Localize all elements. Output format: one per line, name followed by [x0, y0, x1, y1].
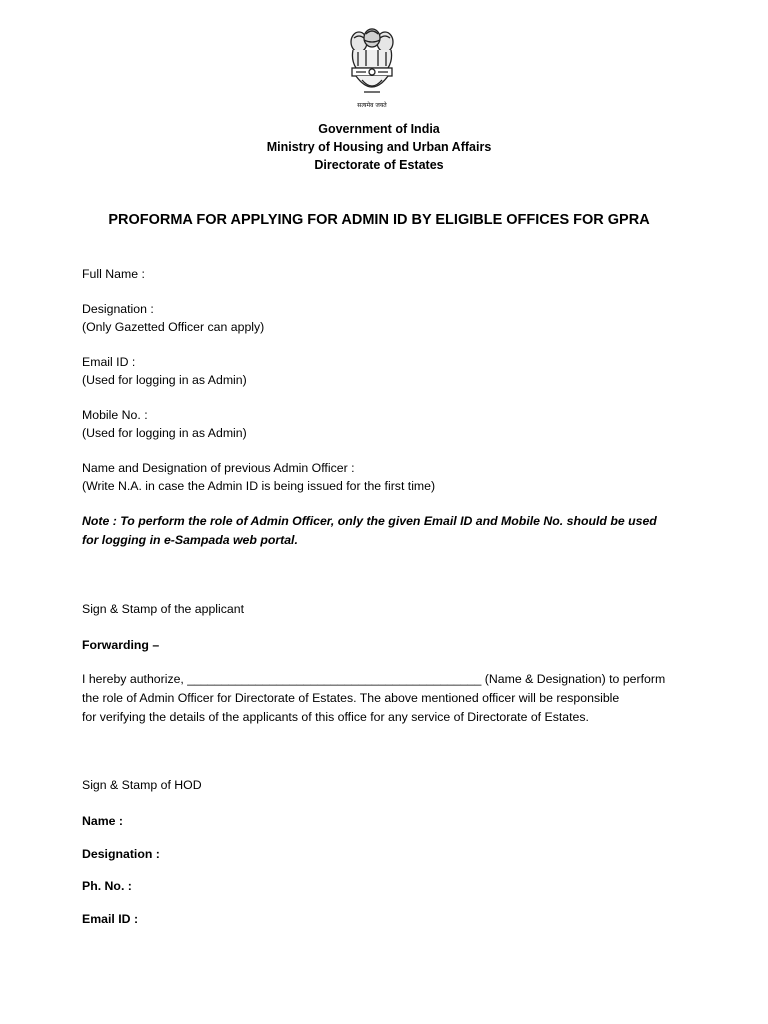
applicant-sign-label: Sign & Stamp of the applicant [82, 602, 245, 616]
directorate-label: Directorate of Estates [314, 158, 444, 172]
email-label: Email ID : [82, 355, 136, 369]
ministry-label: Ministry of Housing and Urban Affairs [266, 140, 492, 154]
emblem [344, 24, 400, 116]
government-label: Government of India [318, 122, 440, 136]
mobile-label: Mobile No. : [82, 408, 148, 422]
designation-hint: (Only Gazetted Officer can apply) [82, 320, 265, 334]
email-hint: (Used for logging in as Admin) [82, 373, 247, 387]
note [82, 512, 682, 549]
authorization-line-3: for verifying the details of the applicants of this office for any service of Directorate of Estates. [82, 710, 589, 724]
hod-email-label: Email ID : [82, 912, 139, 926]
issuing-authority [0, 120, 758, 174]
national-emblem-icon [344, 24, 400, 104]
forwarding-label: Forwarding – [82, 638, 160, 652]
authorization-paragraph [82, 670, 682, 727]
designation-label: Designation : [82, 302, 154, 316]
hod-name-label: Name : [82, 814, 124, 828]
previous-admin-hint: (Write N.A. in case the Admin ID is being issued for the first time) [82, 479, 436, 493]
authorization-line-2: the role of Admin Officer for Directorate of Estates. The above mentioned officer will be responsible [82, 691, 620, 705]
document-title: PROFORMA FOR APPLYING FOR ADMIN ID BY ELIGIBLE OFFICES FOR GPRA [108, 212, 650, 228]
note-line-1: Note : To perform the role of Admin Officer, only the given Email ID and Mobile No. should be used [82, 514, 657, 528]
hod-phone-label: Ph. No. : [82, 879, 132, 893]
mobile-hint: (Used for logging in as Admin) [82, 426, 247, 440]
authorization-line-1: I hereby authorize, ___________________________________________ (Name & Designation) to perform [82, 672, 666, 686]
previous-admin-label: Name and Designation of previous Admin Officer : [82, 461, 355, 475]
full-name-label: Full Name : [82, 267, 145, 281]
hod-sign-label: Sign & Stamp of HOD [82, 778, 202, 792]
note-line-2: for logging in e-Sampada web portal. [82, 532, 298, 547]
emblem-motto: सत्यमेव जयते [357, 102, 387, 109]
hod-designation-label: Designation : [82, 847, 160, 861]
